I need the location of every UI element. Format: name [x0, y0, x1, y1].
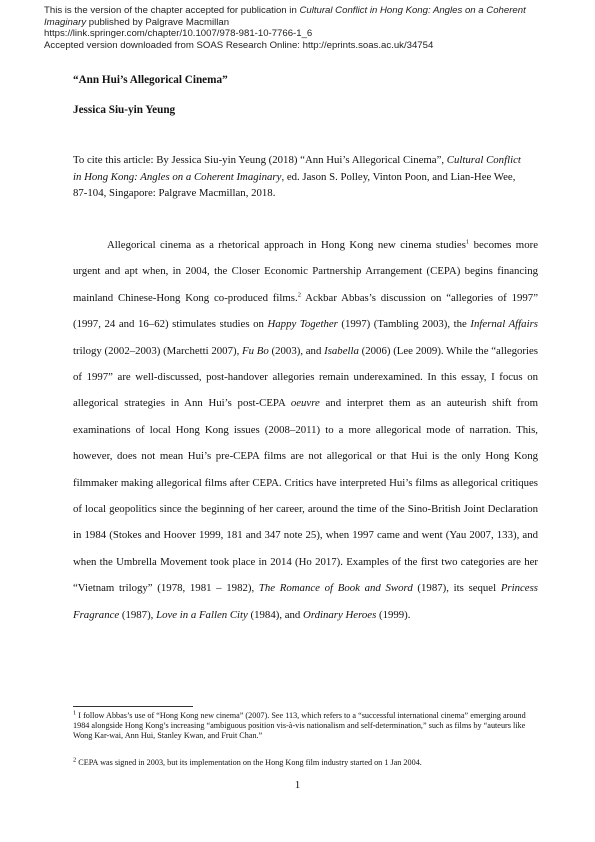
footnote-ref-1[interactable]: 1: [465, 238, 470, 246]
header-link-springer[interactable]: https://link.springer.com/chapter/10.1007/978-981-10-7766-1_6: [44, 28, 313, 40]
citation-paragraph: To cite this article: By Jessica Siu-yin Yeung (2018) “Ann Hui’s Allegorical Cinema”, Cultural Conflict in Hong Kong: Angles on a Coherent Imaginary, ed. Jason S. Polley, Vinton Poon, and Lian-Hee Wee, 87-104, Singapore: Palgrave Macmillan, 2018.: [73, 154, 521, 199]
footnote-ref-2[interactable]: 2: [297, 291, 301, 299]
author-name: Jessica Siu-yin Yeung: [73, 104, 176, 116]
publication-header: [44, 5, 564, 51]
footnote-2: $^2$ CEPA was signed in 2003, but its implementation on the Hong Kong film industry started on 1 Jan 2004.: [73, 756, 422, 767]
header-line-3[interactable]: Accepted version downloaded from SOAS Research Online: http://eprints.soas.ac.uk/34754: [44, 39, 434, 51]
chapter-title: “Ann Hui’s Allegorical Cinema”: [73, 74, 228, 86]
body-paragraph: Allegorical cinema as a rhetorical approach in Hong Kong new cinema studies$^1$ becomes more urgent and apt when, in 2004, the Closer Economic Partnership Arrangement (CEPA) begins financing mainland Chinese-Hong Kong co-produced films.$^2$ Ackbar Abbas’s discussion on “allegories of 1997” (1997, 24 and 16–62) stimulates studies on Happy Together (1997) (Tambling 2003), the Infernal Affairs trilogy (2002–2003) (Marchetti 2007), Fu Bo (2003), and Isabella (2006) (Lee 2009). While the “allegories of 1997” are well-discussed, post-handover allegories remain underexamined. In this essay, I focus on allegorical strategies in Ann Hui’s post-CEPA oeuvre and interpret them as an auteurish shift from examinations of local Hong Kong issues (2008–2011) to a more allegorical mode of narration. This, however, does not mean Hui’s pre-CEPA films are not allegorical or that Hui is the only Hong Kong filmmaker making allegorical films after CEPA. Critics have interpreted Hui’s films as allegorical critiques of local geopolitics since the beginning of her career, around the time of the Sino-British Joint Declaration in 1984 (Stokes and Hoover 1999, 181 and 347 note 25), when 1997 came and went (Yau 2007, 133), and when the Umbrella Movement took place in 2014 (Ho 2017). Examples of the first two categories are her “Vietnam trilogy” (1978, 1981 – 1982), The Romance of Book and Sword (1987), its sequel Princess Fragrance (1987), Love in a Fallen City (1984), and Ordinary Heroes (1999).: [73, 238, 539, 621]
footnote-divider: [73, 706, 193, 707]
page-number: 1: [294, 779, 301, 791]
footnote-1: $^1$ I follow Abbas’s use of “Hong Kong new cinema” (2007). See 113, which refers to a “successful international cinema” emerging around 1984 alongside Hong Kong’s increasing “ambiguous position vis-à-vis nationalism and self-determination,” such as films by “auteurs like Wong Kar-wai, Ann Hui, Stanley Kwan, and Fruit Chan.”: [73, 709, 526, 740]
header-line-1: This is the version of the chapter accepted for publication in Cultural Conflict in Hong Kong: Angles on a Coherent Imaginary published by Palgrave Macmillan: [44, 5, 526, 28]
